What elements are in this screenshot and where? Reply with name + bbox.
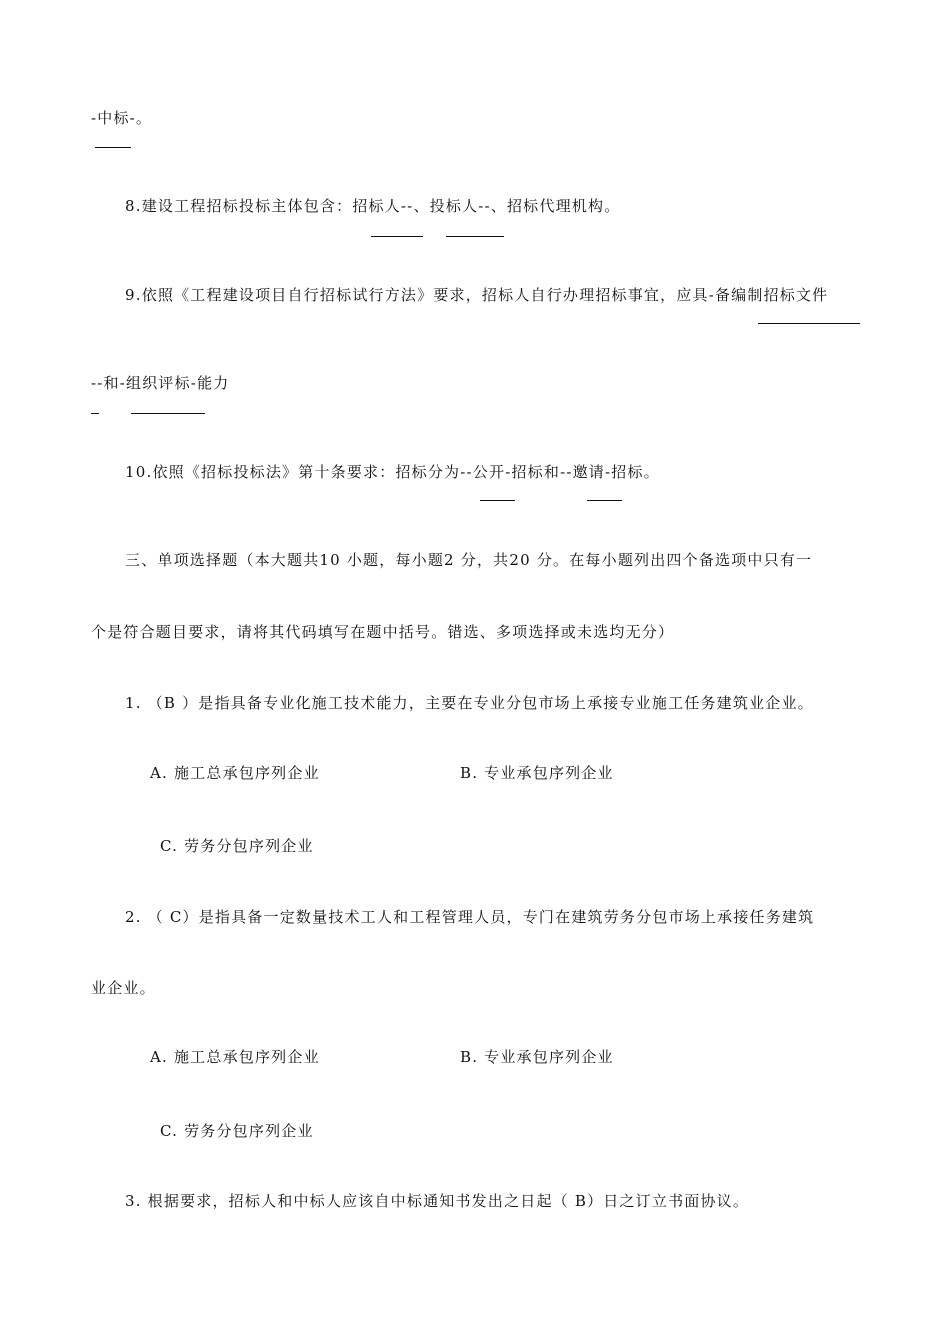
option-a: A. 施工总承包序列企业 [150,1048,320,1066]
section-heading: 三、单项选择题（本大题共10 小题，每小题2 分，共20 分。在每小题列出四个备选项中只有一 [125,551,813,569]
fill-blank-underline [480,500,515,501]
question-stem-continued: 业企业。 [91,979,156,997]
option-a: A. 施工总承包序列企业 [150,764,320,782]
option-c: C. 劳务分包序列企业 [160,837,314,855]
option-b: B. 专业承包序列企业 [460,764,614,782]
question-stem: 1. （B ）是指具备专业化施工技术能力，主要在专业分包市场上承接专业施工任务建筑业企业。 [125,694,814,712]
fill-blank-underline [758,323,860,324]
fill-blank-underline [131,413,205,414]
option-b: B. 专业承包序列企业 [460,1048,614,1066]
question-stem: 2. （ C）是指具备一定数量技术工人和工程管理人员，专门在建筑劳务分包市场上承接任务建筑 [125,908,815,926]
fill-blank-underline [446,236,504,237]
fill-blank-underline [371,236,423,237]
fill-blank-underline [587,500,622,501]
text-line: 8.建设工程招标投标主体包含：招标人--、投标人--、招标代理机构。 [125,197,621,215]
text-line: 10.依照《招标投标法》第十条要求：招标分为--公开-招标和--邀请-招标。 [125,463,660,481]
question-stem: 3. 根据要求，招标人和中标人应该自中标通知书发出之日起（ B）日之订立书面协议。 [125,1192,750,1210]
option-c: C. 劳务分包序列企业 [160,1122,314,1140]
fill-blank-underline [95,147,131,148]
text-line: -中标-。 [91,109,153,127]
text-line: --和-组织评标-能力 [91,374,230,392]
text-line: 个是符合题目要求，请将其代码填写在题中括号。错选、多项选择或未选均无分） [91,623,675,641]
fill-blank-underline [91,413,99,414]
text-line: 9.依照《工程建设项目自行招标试行方法》要求，招标人自行办理招标事宜，应具-备编制招标文件 [125,286,829,304]
